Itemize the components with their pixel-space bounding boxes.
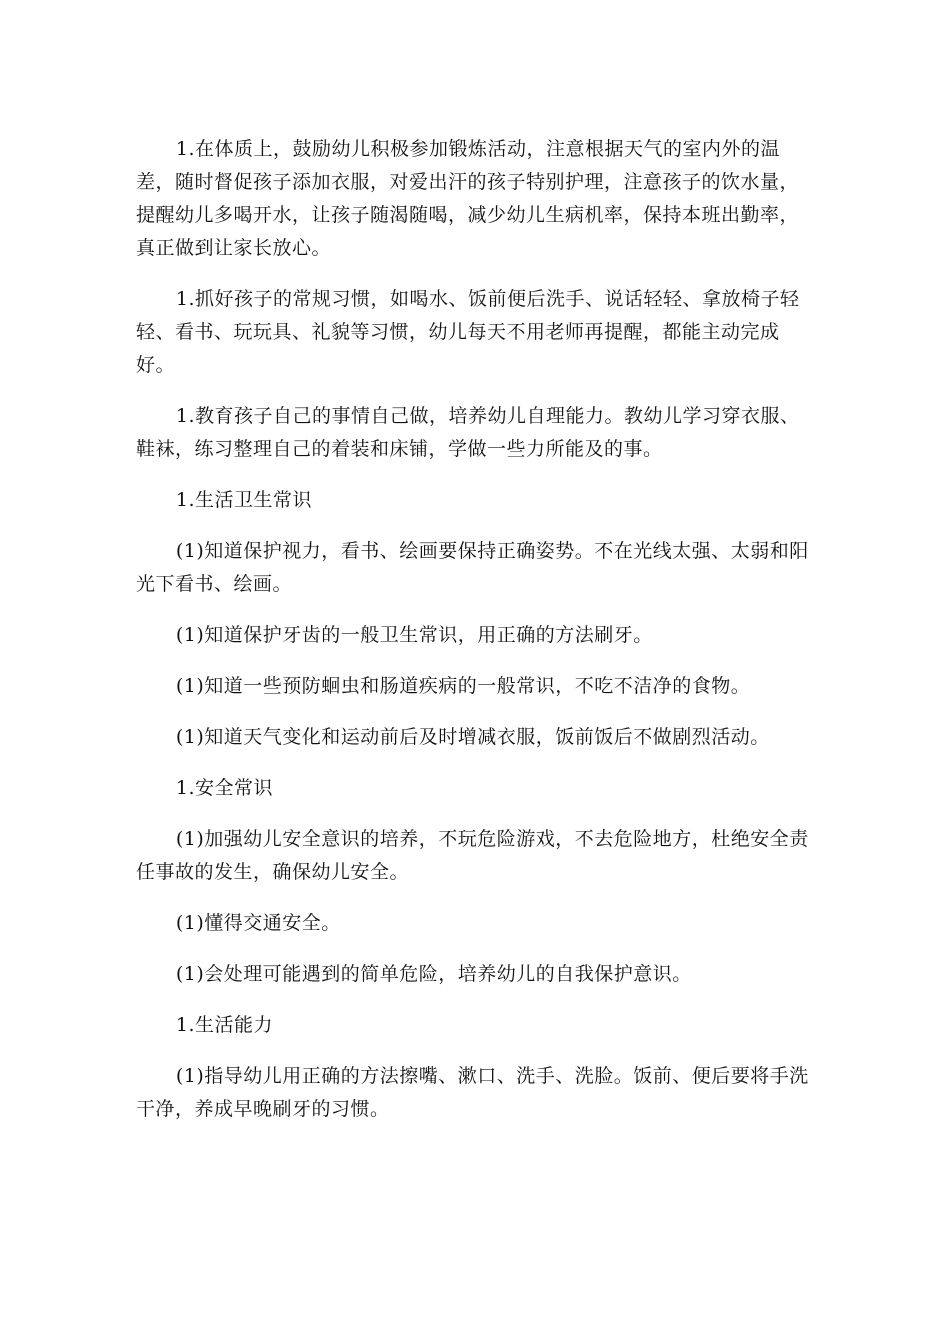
paragraph-self-care: 1.教育孩子自己的事情自己做，培养幼儿自理能力。教幼儿学习穿衣服、鞋袜，练习整理自己的着装和床铺，学做一些力所能及的事。: [136, 405, 800, 460]
list-item-teeth: (1)知道保护牙齿的一般卫生常识，用正确的方法刷牙。: [175, 624, 653, 646]
document-body: [136, 133, 816, 1144]
list-item-eyesight: (1)知道保护视力，看书、绘画要保持正确姿势。不在光线太强、太弱和阳光下看书、绘画。: [136, 540, 809, 595]
list-item-safety-awareness: (1)加强幼儿安全意识的培养，不玩危险游戏，不去危险地方，杜绝安全责任事故的发生，确保幼儿安全。: [136, 828, 809, 883]
paragraph-routine-habits: 1.抓好孩子的常规习惯，如喝水、饭前便后洗手、说话轻轻、拿放椅子轻轻、看书、玩玩具、礼貌等习惯，幼儿每天不用老师再提醒，都能主动完成好。: [136, 288, 800, 376]
list-item-washing: (1)指导幼儿用正确的方法擦嘴、漱口、洗手、洗脸。饭前、便后要将手洗干净，养成早晚刷牙的习惯。: [136, 1065, 809, 1120]
section-heading-hygiene: 1.生活卫生常识: [175, 489, 313, 511]
paragraph-physical-health: 1.在体质上，鼓励幼儿积极参加锻炼活动，注意根据天气的室内外的温差，随时督促孩子添加衣服，对爱出汗的孩子特别护理，注意孩子的饮水量，提醒幼儿多喝开水，让孩子随渴随喝，减少幼儿生病机率，保持本班出勤率，真正做到让家长放心。: [136, 138, 800, 259]
section-heading-life-skills: 1.生活能力: [175, 1014, 274, 1036]
list-item-traffic-safety: (1)懂得交通安全。: [175, 912, 341, 934]
list-item-disease-prevention: (1)知道一些预防蛔虫和肠道疾病的一般常识，不吃不洁净的食物。: [175, 675, 751, 697]
list-item-weather-clothing: (1)知道天气变化和运动前后及时增减衣服，饭前饭后不做剧烈活动。: [175, 726, 770, 748]
list-item-danger-handling: (1)会处理可能遇到的简单危险，培养幼儿的自我保护意识。: [175, 963, 692, 985]
section-heading-safety: 1.安全常识: [175, 777, 274, 799]
